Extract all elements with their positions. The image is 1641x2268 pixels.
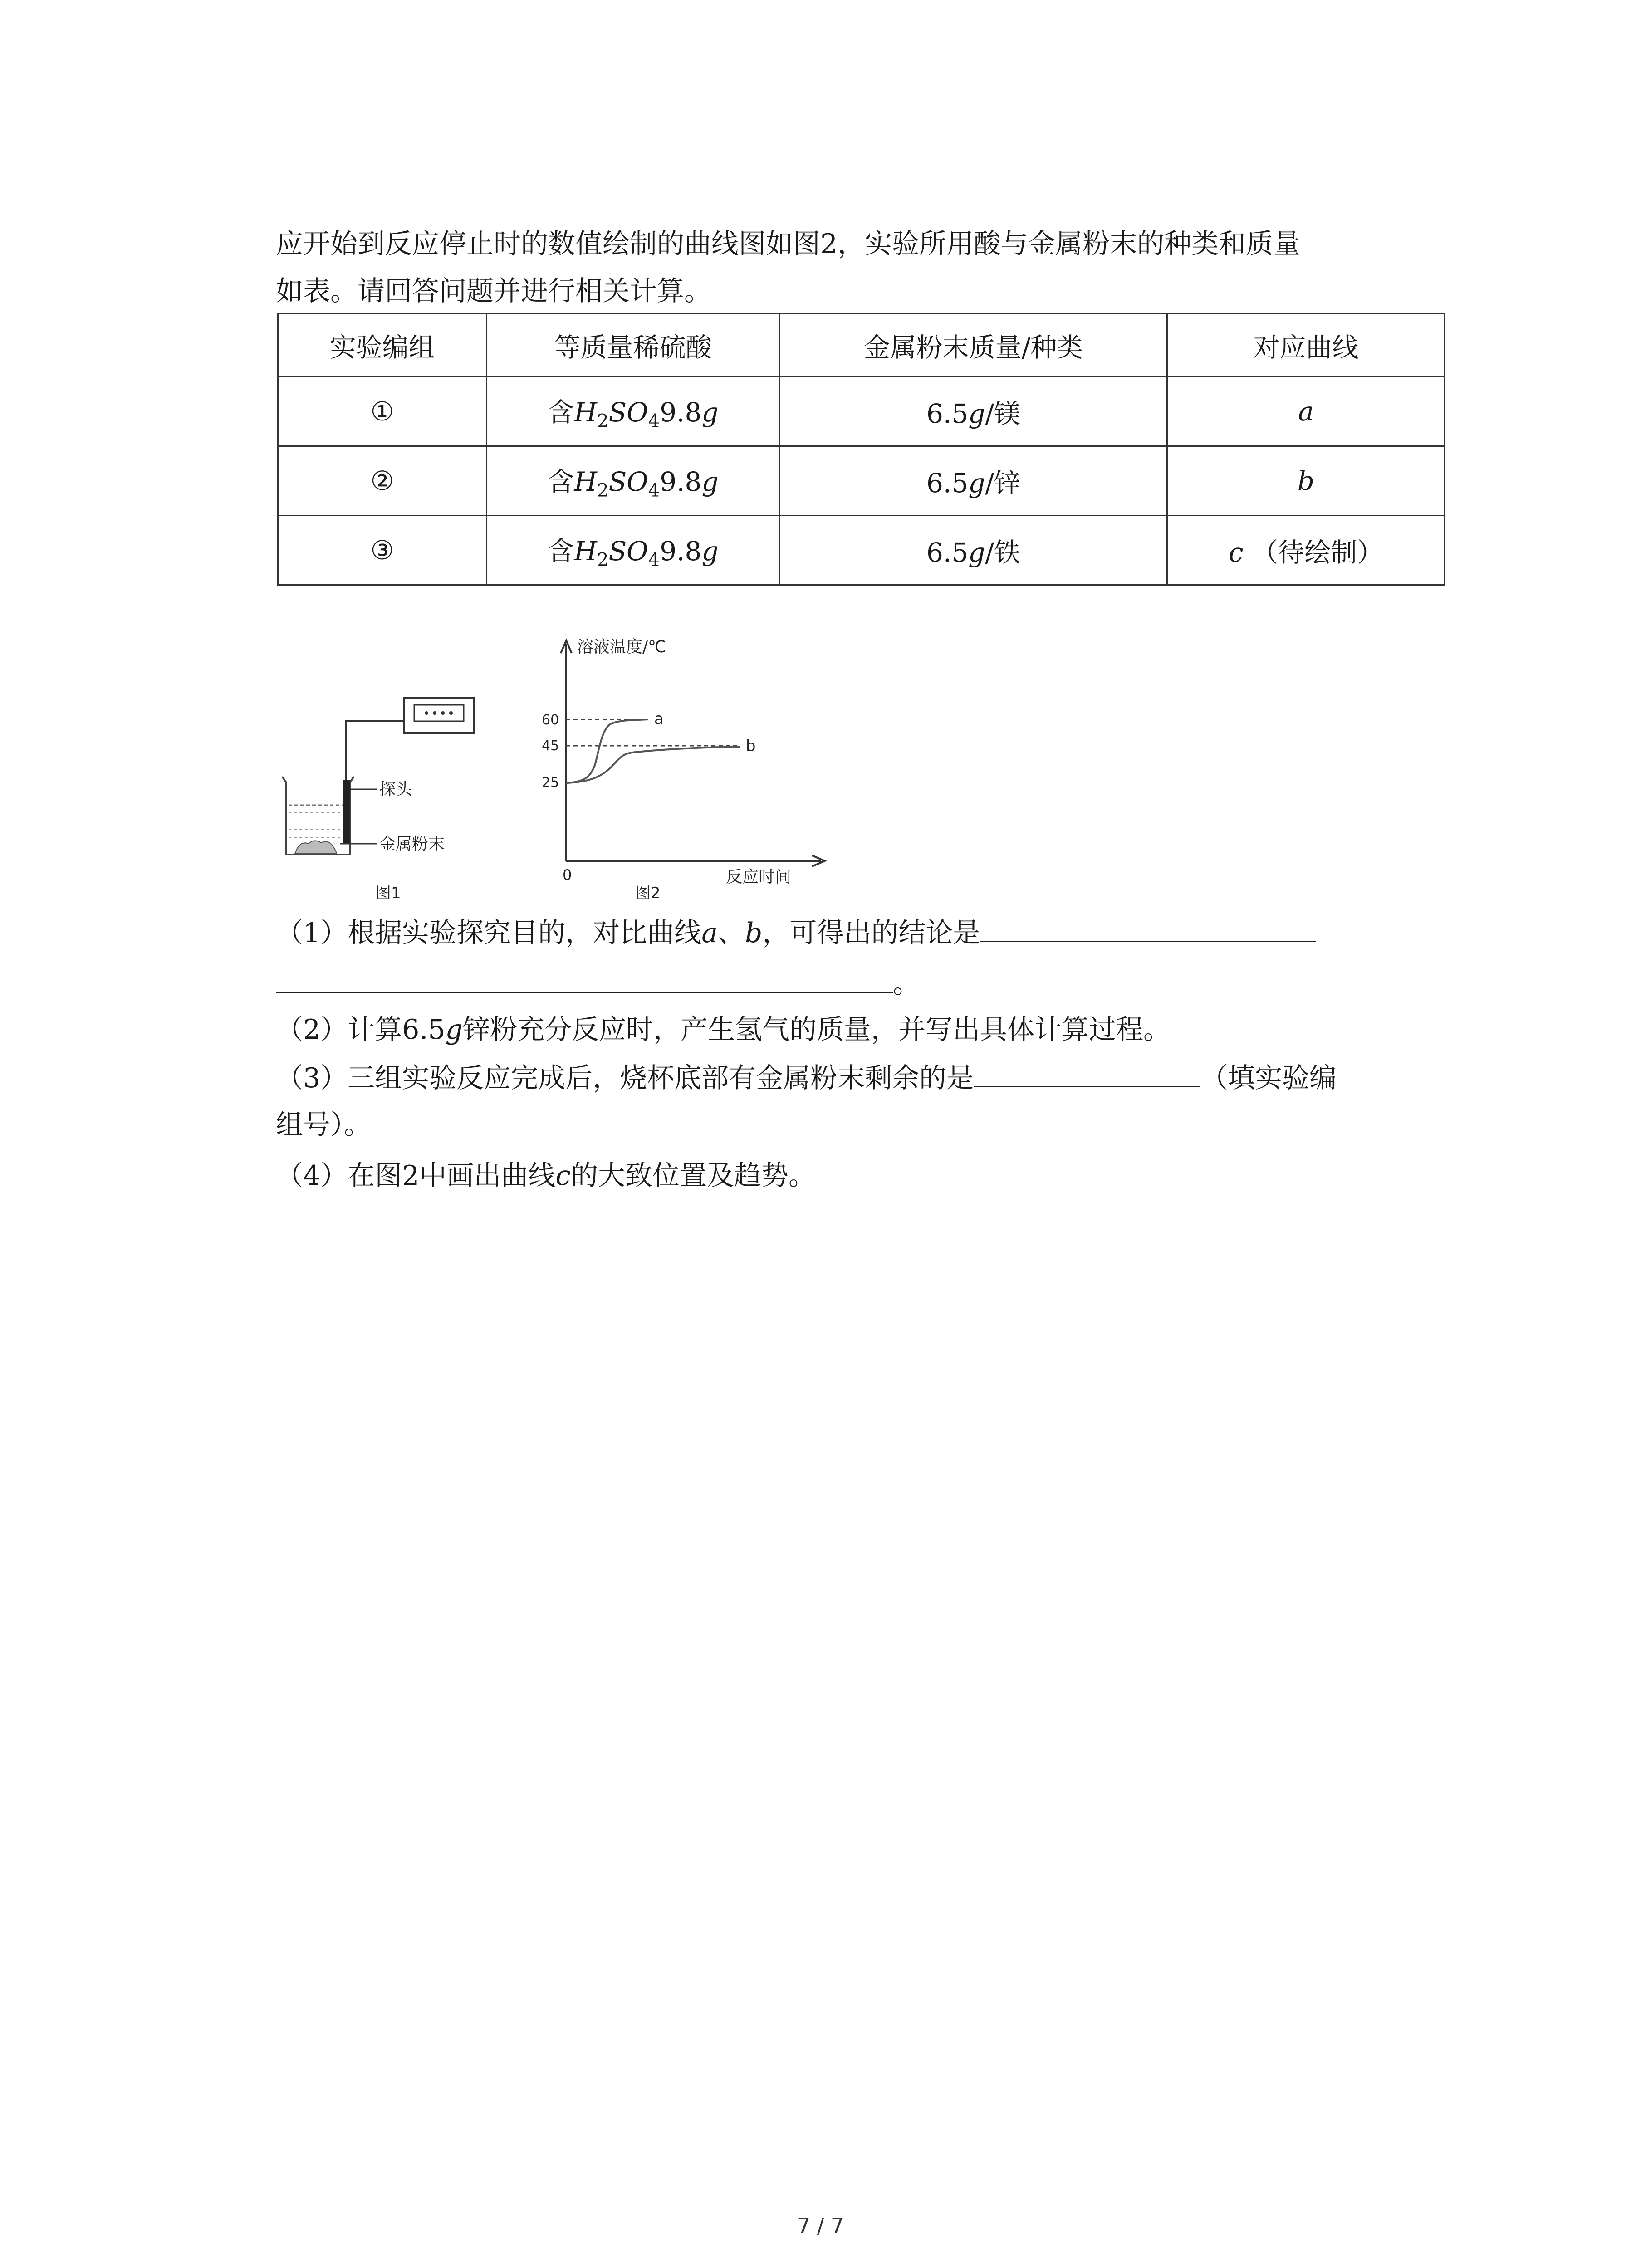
- question-3-line-2: 组号）。: [276, 1109, 371, 1141]
- row-group: ②: [278, 446, 487, 516]
- display-screen: [414, 705, 464, 721]
- row-acid: 含$H_2SO_49.8g$: [487, 516, 780, 585]
- y-axis-label: 溶液温度/℃: [577, 638, 666, 656]
- y-tick-25: 25: [542, 775, 559, 791]
- question-1-line-2: 。: [276, 960, 920, 1007]
- intro-line-2: 如表。请回答问题并进行相关计算。: [276, 275, 711, 307]
- table-row: [278, 446, 1445, 516]
- question-2: （2）计算6.5g锌粉充分反应时，产生氢气的质量，并写出具体计算过程。: [276, 1014, 1171, 1046]
- origin-label: 0: [563, 866, 572, 884]
- question-1: （1）根据实验探究目的，对比曲线a、b，可得出的结论是: [276, 909, 1316, 957]
- y-tick-45: 45: [542, 738, 559, 754]
- row-curve: a: [1167, 377, 1445, 446]
- row-metal: 6.5g/铁: [780, 516, 1167, 585]
- figure-2-caption: 图2: [635, 884, 661, 902]
- question-4: （4）在图2中画出曲线c的大致位置及趋势。: [276, 1160, 816, 1192]
- table-row: [278, 377, 1445, 446]
- answer-blank-1[interactable]: [980, 909, 1316, 942]
- figure-1-caption: 图1: [376, 884, 401, 902]
- row-curve: b: [1167, 446, 1445, 516]
- metal-powder: [295, 841, 337, 854]
- x-axis-label: 反应时间: [726, 868, 792, 886]
- page-number: 7 / 7: [797, 2214, 844, 2238]
- figure-1-apparatus: [282, 698, 474, 902]
- answer-blank-1b[interactable]: [276, 960, 893, 993]
- row-curve: c （待绘制）: [1167, 516, 1445, 585]
- header-acid: 等质量稀硫酸: [487, 314, 780, 377]
- figures: [272, 631, 862, 912]
- row-group: ③: [278, 516, 487, 585]
- y-tick-60: 60: [542, 712, 559, 728]
- label-metal-powder: 金属粉末: [379, 835, 445, 853]
- curve-b: [566, 747, 740, 783]
- row-acid: 含$H_2SO_49.8g$: [487, 377, 780, 446]
- curve-b-label: b: [746, 737, 756, 755]
- row-metal: 6.5g/镁: [780, 377, 1167, 446]
- intro-line-1: 应开始到反应停止时的数值绘制的曲线图如图2，实验所用酸与金属粉末的种类和质量: [276, 228, 1301, 260]
- table-row: [278, 516, 1445, 585]
- probe: [343, 780, 350, 844]
- probe-cable: [346, 721, 404, 780]
- header-group: 实验编组: [278, 314, 487, 377]
- curve-a: [566, 719, 648, 783]
- curve-a-label: a: [654, 710, 664, 728]
- header-metal: 金属粉末质量/种类: [780, 314, 1167, 377]
- question-3: （3）三组实验反应完成后，烧杯底部有金属粉末剩余的是 （填实验编: [276, 1054, 1337, 1102]
- row-acid: 含$H_2SO_49.8g$: [487, 446, 780, 516]
- answer-blank-3[interactable]: [974, 1054, 1200, 1087]
- header-curve: 对应曲线: [1167, 314, 1445, 377]
- label-probe: 探头: [379, 780, 412, 799]
- experiment-table: [277, 313, 1445, 586]
- row-group: ①: [278, 377, 487, 446]
- table-header-row: [278, 314, 1445, 377]
- figure-2-chart: [542, 638, 825, 902]
- row-metal: 6.5g/锌: [780, 446, 1167, 516]
